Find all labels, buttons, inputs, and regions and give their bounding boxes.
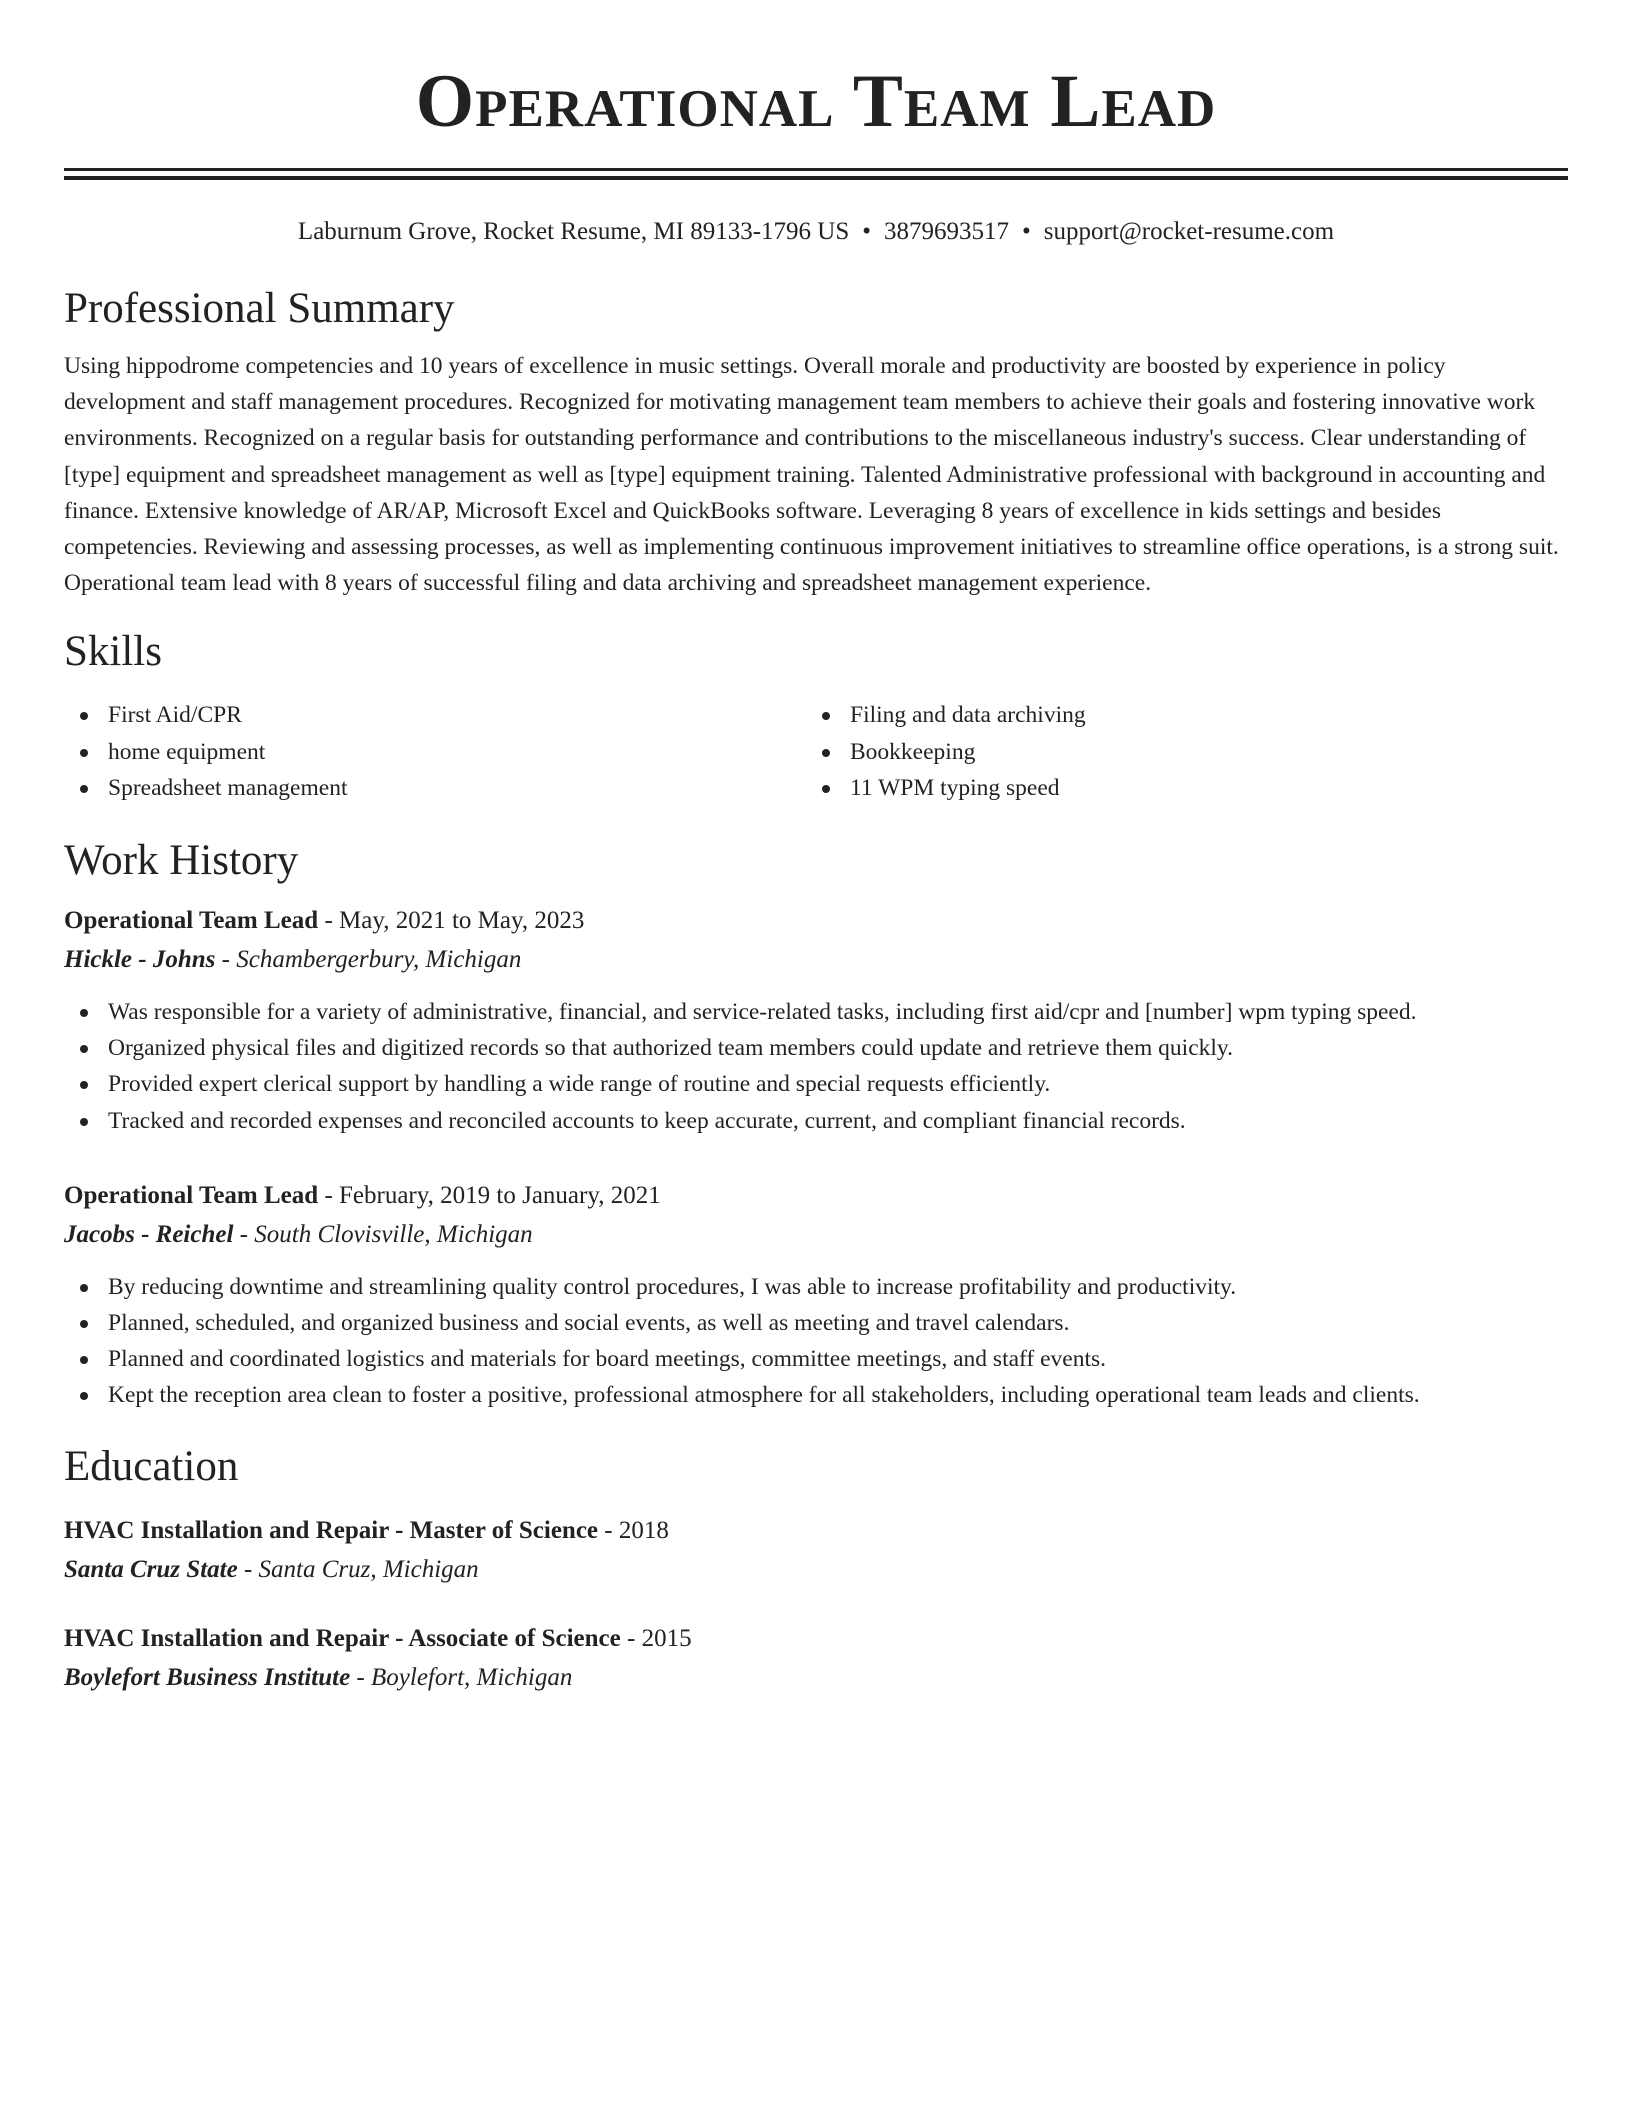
skill-item: Filing and data archiving <box>806 697 1548 733</box>
education-degree: HVAC Installation and Repair - Master of Science <box>64 1516 599 1544</box>
contact-separator: • <box>1022 218 1031 245</box>
education-school: Santa Cruz State <box>64 1555 238 1583</box>
education-degree-line: HVAC Installation and Repair - Associate of Science - 2015 <box>64 1624 692 1652</box>
job-bullet: Tracked and recorded expenses and reconciled accounts to keep accurate, current, and compliant financial records. <box>64 1103 1568 1139</box>
job-location: Schambergerbury, Michigan <box>236 946 522 974</box>
job-bullet: By reducing downtime and streamlining quality control procedures, I was able to increase profitability and productivity. <box>64 1269 1568 1305</box>
skills-column-left <box>64 697 806 806</box>
contact-email: support@rocket-resume.com <box>1043 218 1335 245</box>
job-company: Hickle - Johns <box>64 946 216 974</box>
work-history-heading: Work History <box>64 837 299 885</box>
job-title-line: Operational Team Lead - February, 2019 to January, 2021 <box>64 1181 661 1209</box>
skills-list <box>64 697 1568 806</box>
job-bullet: Provided expert clerical support by handling a wide range of routine and special requests efficiently. <box>64 1066 1568 1102</box>
contact-phone: 3879693517 <box>884 218 1009 245</box>
job-company-line: Jacobs - Reichel - South Clovisville, Michigan <box>64 1220 533 1248</box>
job-entry <box>64 1177 1568 1414</box>
skill-item: 11 WPM typing speed <box>806 770 1548 806</box>
job-entry <box>64 902 1568 1139</box>
job-title: Operational Team Lead <box>64 1181 319 1209</box>
education-entry <box>64 1620 1568 1698</box>
education-school-line: Santa Cruz State - Santa Cruz, Michigan <box>64 1555 479 1583</box>
job-company: Jacobs - Reichel <box>64 1220 234 1248</box>
summary-heading: Professional Summary <box>64 285 455 332</box>
education-school: Boylefort Business Institute <box>64 1663 351 1691</box>
job-company-line: Hickle - Johns - Schambergerbury, Michigan <box>64 946 522 974</box>
job-bullet: Was responsible for a variety of administrative, financial, and service-related tasks, including first aid/cpr and [number] wpm typing speed. <box>64 994 1568 1030</box>
education-heading: Education <box>64 1442 239 1490</box>
job-bullet: Planned and coordinated logistics and materials for board meetings, committee meetings, and staff events. <box>64 1341 1568 1377</box>
job-dates: May, 2021 to May, 2023 <box>339 907 585 935</box>
resume-page <box>64 0 1568 1698</box>
skill-item: Bookkeeping <box>806 734 1548 770</box>
resume-title: Operational Team Lead <box>415 60 1217 143</box>
job-bullet: Kept the reception area clean to foster a positive, professional atmosphere for all stakeholders, including operational team leads and clients. <box>64 1377 1568 1413</box>
contact-separator: • <box>862 218 871 245</box>
skill-item: First Aid/CPR <box>64 697 806 733</box>
education-entry <box>64 1512 1568 1590</box>
job-dates: February, 2019 to January, 2021 <box>339 1181 661 1209</box>
skills-column-right <box>806 697 1548 806</box>
job-title-line: Operational Team Lead - May, 2021 to May, 2023 <box>64 907 585 935</box>
job-bullets <box>64 994 1568 1139</box>
education-degree-line: HVAC Installation and Repair - Master of Science - 2018 <box>64 1516 669 1544</box>
education-year: 2015 <box>641 1624 692 1652</box>
education-year: 2018 <box>618 1516 669 1544</box>
education-location: Santa Cruz, Michigan <box>258 1555 479 1583</box>
job-bullets <box>64 1269 1568 1414</box>
contact-address: Laburnum Grove, Rocket Resume, MI 89133-1796 US <box>297 218 850 245</box>
job-bullet: Planned, scheduled, and organized business and social events, as well as meeting and travel calendars. <box>64 1305 1568 1341</box>
skills-heading: Skills <box>64 628 162 676</box>
summary-text: Using hippodrome competencies and 10 years of excellence in music settings. Overall morale and productivity are boosted by experience in policy development and staff management procedures. Recognized for motivating management team members to achieve their goals and fostering innovative work environments. Recognized on a regular basis for outstanding performance and contributions to the miscellaneous industry's success. Clear understanding of [type] equipment and spreadsheet management as well as [type] equipment training. Talented Administrative professional with background in accounting and finance. Extensive knowledge of AR/AP, Microsoft Excel and QuickBooks software. Leveraging 8 years of excellence in kids settings and besides competencies. Reviewing and assessing processes, as well as implementing continuous improvement initiatives to streamline office operations, is a strong suit. Operational team lead with 8 years of successful filing and data archiving and spreadsheet management experience. <box>64 353 1559 597</box>
education-degree: HVAC Installation and Repair - Associate of Science <box>64 1624 621 1652</box>
education-school-line: Boylefort Business Institute - Boylefort, Michigan <box>64 1663 573 1691</box>
skill-item: home equipment <box>64 734 806 770</box>
job-location: South Clovisville, Michigan <box>254 1220 533 1248</box>
title-divider <box>64 168 1568 180</box>
contact-line <box>64 216 1568 248</box>
skill-item: Spreadsheet management <box>64 770 806 806</box>
job-title: Operational Team Lead <box>64 907 319 935</box>
job-bullet: Organized physical files and digitized records so that authorized team members could update and retrieve them quickly. <box>64 1030 1568 1066</box>
education-location: Boylefort, Michigan <box>371 1663 573 1691</box>
